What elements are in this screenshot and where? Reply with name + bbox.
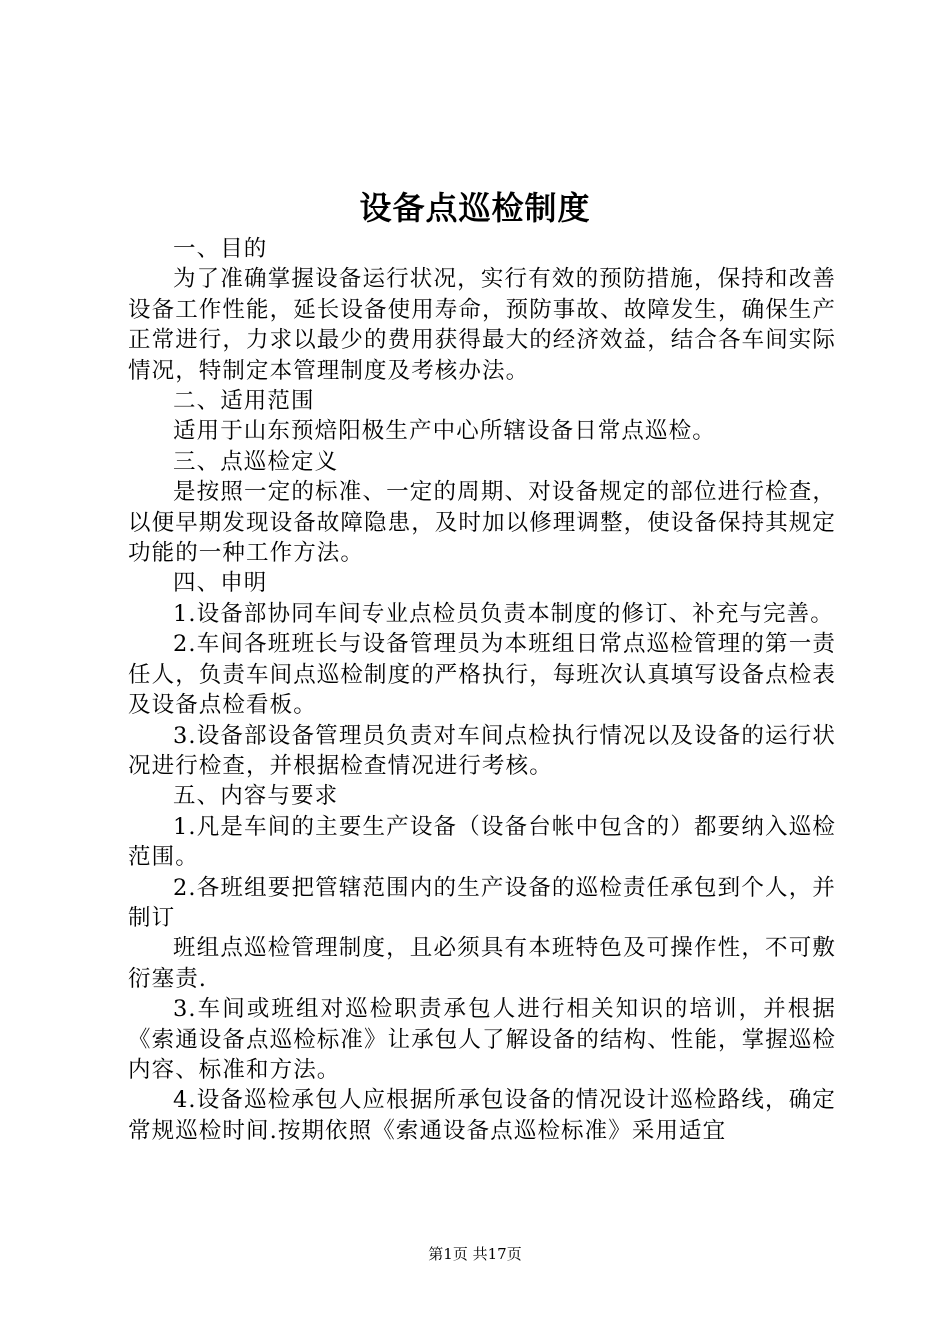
paragraph-statement-3: 3.设备部设备管理员负责对车间点检执行情况以及设备的运行状况进行检查，并根据检查情况进行考核。: [128, 722, 836, 779]
paragraph-requirement-1: 1.凡是车间的主要生产设备（设备台帐中包含的）都要纳入巡检范围。: [128, 813, 836, 871]
paragraph-requirement-2-continued: 班组点巡检管理制度，且必须具有本班特色及可操作性，不可敷衍塞责.: [128, 935, 836, 992]
paragraph-requirement-4: 4.设备巡检承包人应根据所承包设备的情况设计巡检路线，确定常规巡检时间.按期依照《索通设备点巡检标准》采用适宜: [128, 1087, 836, 1144]
section-heading-scope: 二、适用范围: [173, 388, 315, 415]
paragraph-statement-1: 1.设备部协同车间专业点检员负责本制度的修订、补充与完善。: [173, 600, 834, 627]
paragraph-statement-2: 2.车间各班班长与设备管理员为本班组日常点巡检管理的第一责任人，负责车间点巡检制度的严格执行，每班次认真填写设备点检表及设备点检看板。: [128, 631, 837, 719]
section-heading-definition: 三、点巡检定义: [173, 448, 339, 475]
document-title: 设备点巡检制度: [359, 189, 591, 227]
document-body: [128, 234, 836, 1146]
section-heading-statement: 四、申明: [173, 570, 268, 597]
section-heading-requirements: 五、内容与要求: [173, 783, 339, 810]
section-heading-purpose: 一、目的: [173, 236, 268, 262]
paragraph-scope: 适用于山东预焙阳极生产中心所辖设备日常点巡检。: [173, 418, 716, 445]
paragraph-definition: 是按照一定的标准、一定的周期、对设备规定的部位进行检查，以便早期发现设备故障隐患，及时加以修理调整，使设备保持其规定功能的一种工作方法。: [128, 479, 837, 567]
paragraph-requirement-3: 3.车间或班组对巡检职责承包人进行相关知识的培训，并根据《索通设备点巡检标准》让承包人了解设备的结构、性能，掌握巡检内容、标准和方法。: [128, 996, 837, 1083]
paragraph-purpose: 为了准确掌握设备运行状况，实行有效的预防措施，保持和改善设备工作性能，延长设备使用寿命，预防事故、故障发生，确保生产正常进行，力求以最少的费用获得最大的经济效益，结合各车间实际情况，特制定本管理制度及考核办法。: [128, 266, 837, 384]
page-number-footer: 第1页 共17页: [428, 1245, 522, 1263]
paragraph-requirement-2: 2.各班组要把管辖范围内的生产设备的巡检责任承包到个人，并制订: [128, 874, 836, 931]
